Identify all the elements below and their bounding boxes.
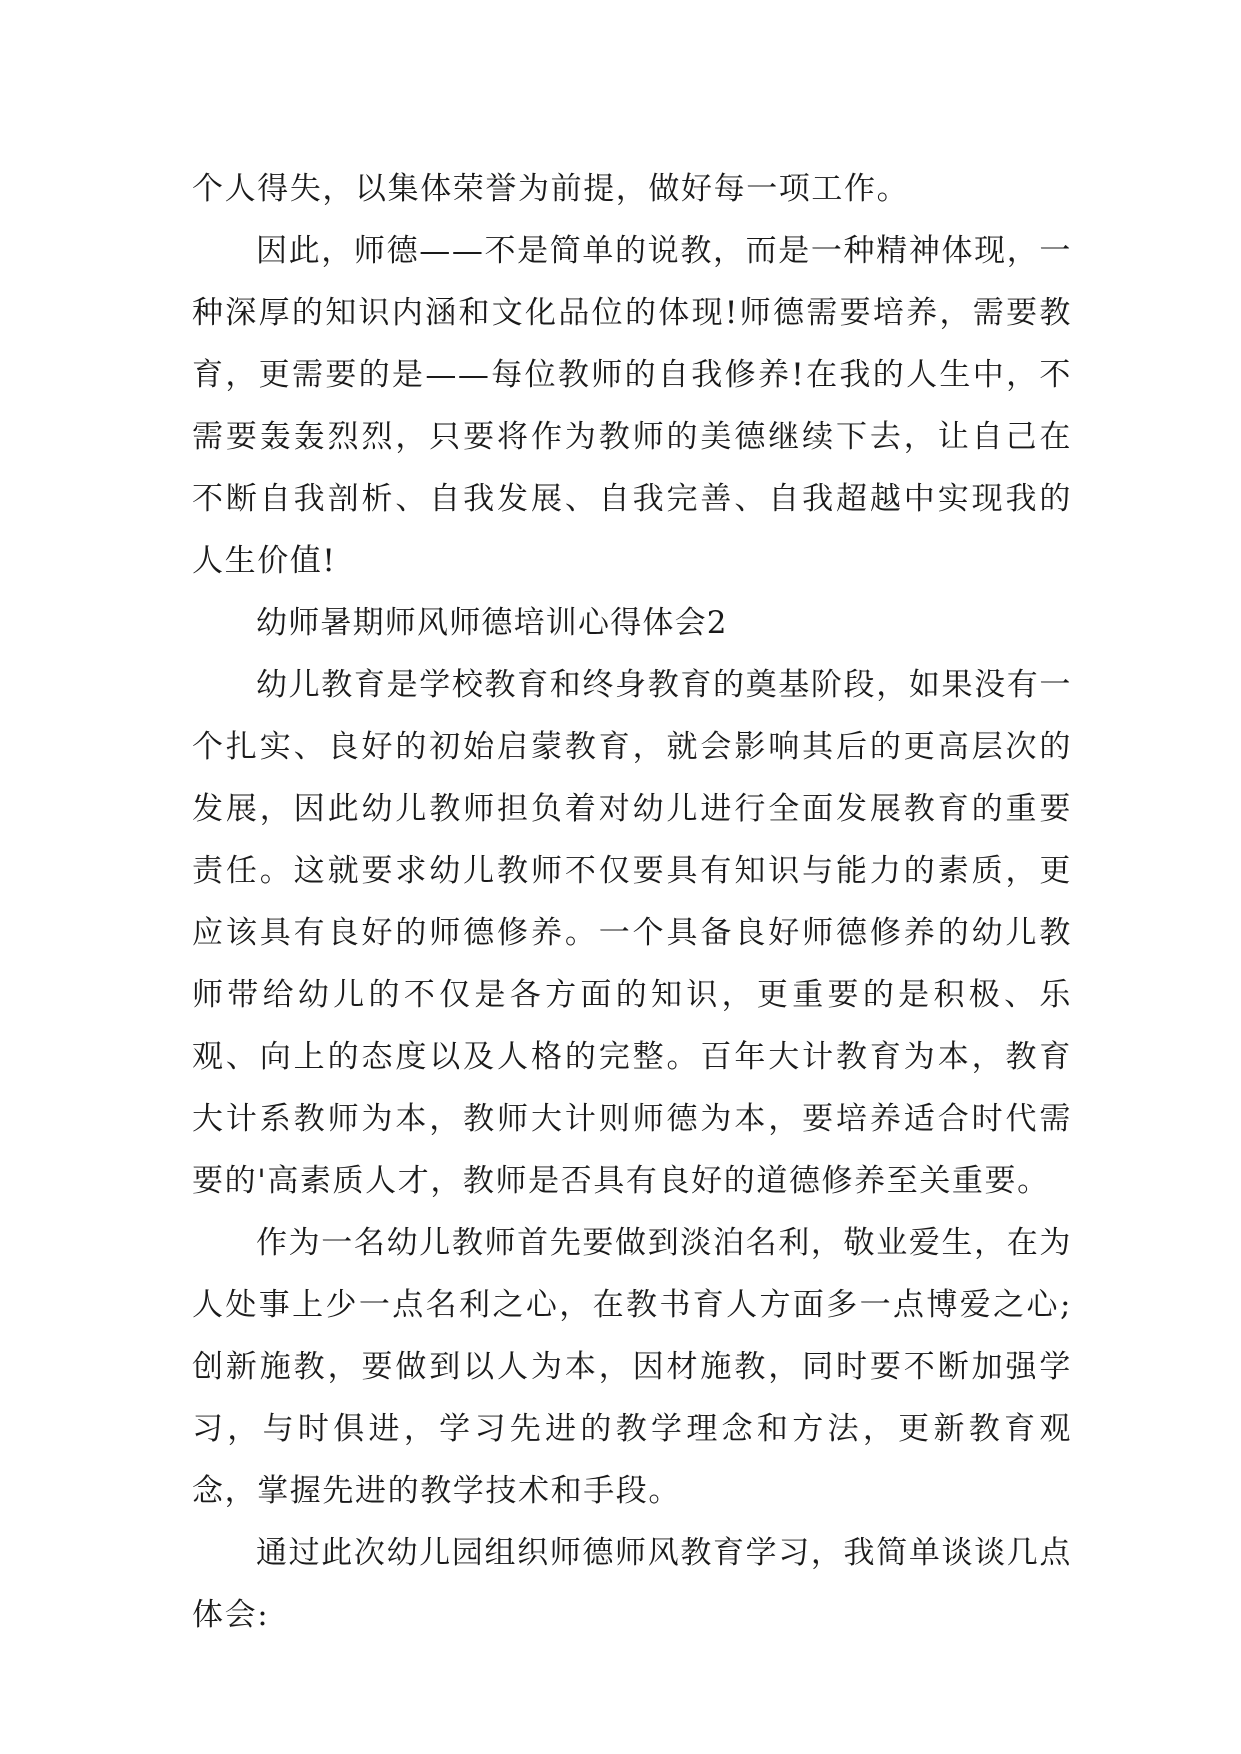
paragraph-continuation: 个人得失，以集体荣誉为前提，做好每一项工作。 (192, 171, 910, 207)
document-body (192, 158, 1072, 1646)
paragraph-teacher-duties: 作为一名幼儿教师首先要做到淡泊名利，敬业爱生，在为人处事上少一点名利之心，在教书育人方面多一点博爱之心;创新施教，要做到以人为本，因材施教，同时要不断加强学习，与时俱进，学习先进的教学理念和方法，更新教育观念，掌握先进的教学技术和手段。 (192, 1225, 1072, 1509)
section-title: 幼师暑期师风师德培训心得体会2 (256, 605, 728, 641)
paragraph-study-reflection: 通过此次幼儿园组织师德师风教育学习，我简单谈谈几点体会: (192, 1535, 1072, 1633)
paragraph-teacher-ethics-conclusion: 因此，师德——不是简单的说教，而是一种精神体现，一种深厚的知识内涵和文化品位的体现!师德需要培养，需要教育，更需要的是——每位教师的自我修养!在我的人生中，不需要轰轰烈烈，只要将作为教师的美德继续下去，让自己在不断自我剖析、自我发展、自我完善、自我超越中实现我的人生价值! (192, 233, 1072, 579)
paragraph-early-education: 幼儿教育是学校教育和终身教育的奠基阶段，如果没有一个扎实、良好的初始启蒙教育，就会影响其后的更高层次的发展，因此幼儿教师担负着对幼儿进行全面发展教育的重要责任。这就要求幼儿教师不仅要具有知识与能力的素质，更应该具有良好的师德修养。一个具备良好师德修养的幼儿教师带给幼儿的不仅是各方面的知识，更重要的是积极、乐观、向上的态度以及人格的完整。百年大计教育为本，教育大计系教师为本，教师大计则师德为本，要培养适合时代需要的'高素质人才，教师是否具有良好的道德修养至关重要。 (192, 667, 1072, 1199)
